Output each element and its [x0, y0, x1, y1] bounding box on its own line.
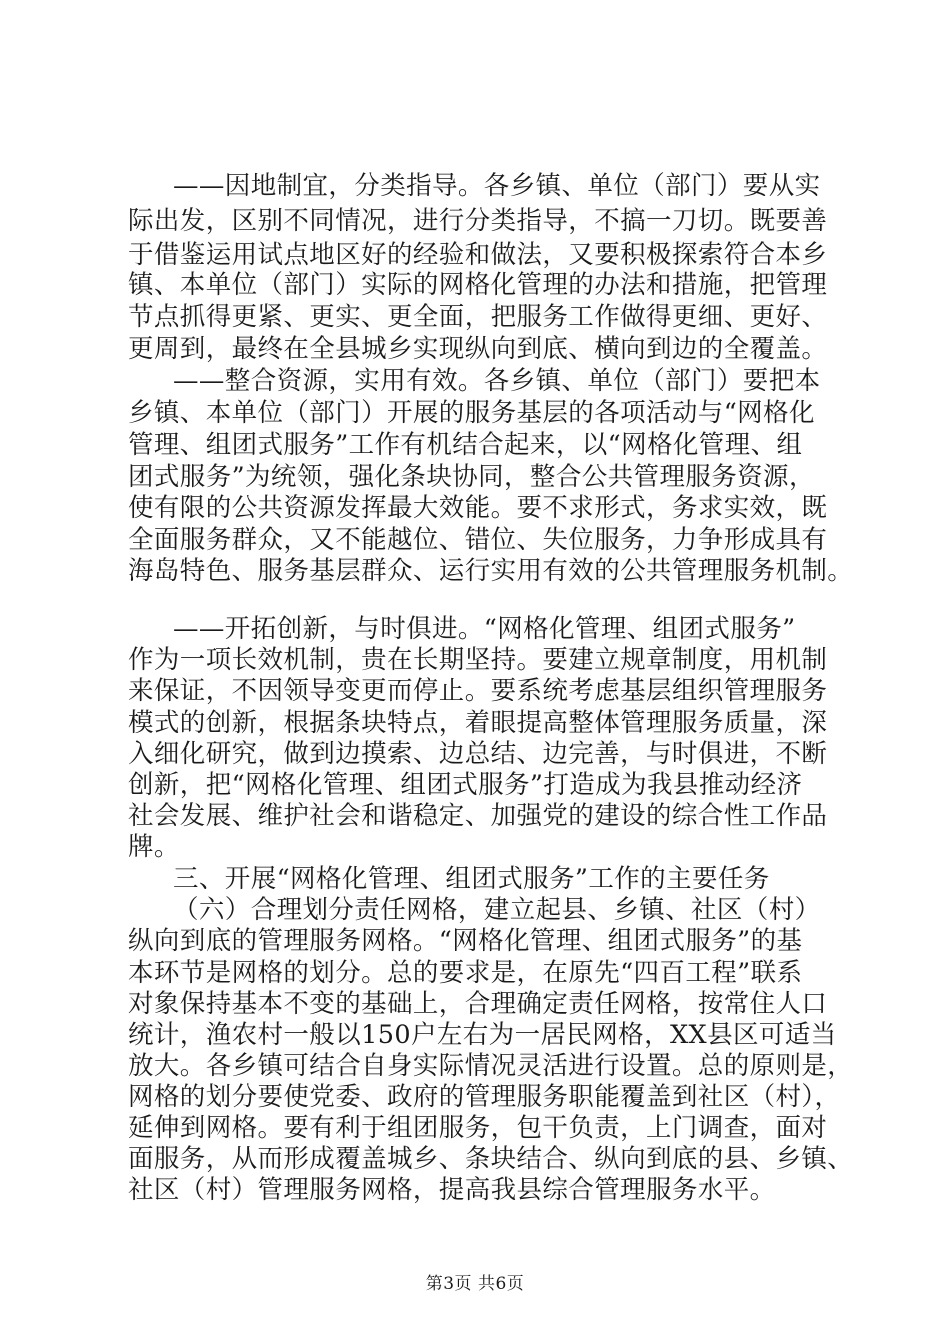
- paragraph-3-line-2: 作为一项长效机制，贵在长期坚持。要建立规章制度，用机制: [128, 645, 828, 675]
- paragraph-3-line-5: 入细化研究，做到边摸索、边总结、边完善，与时俱进，不断: [128, 739, 828, 769]
- paragraph-3-line-3: 来保证，不因领导变更而停止。要系统考虑基层组织管理服务: [128, 676, 828, 706]
- page-footer: 第3页 共6页: [425, 1274, 525, 1294]
- paragraph-4-line-10: 社区（村）管理服务网格，提高我县综合管理服务水平。: [128, 1175, 776, 1205]
- paragraph-1-line-1: ——因地制宜，分类指导。各乡镇、单位（部门）要从实: [173, 171, 821, 201]
- paragraph-2-line-2: 乡镇、本单位（部门）开展的服务基层的各项活动与“网格化: [128, 398, 815, 428]
- section-heading: 三、开展“网格化管理、组团式服务”工作的主要任务: [173, 864, 770, 894]
- paragraph-3-line-1: ——开拓创新，与时俱进。“网格化管理、组团式服务”: [173, 614, 796, 644]
- paragraph-3-line-4: 模式的创新，根据条块特点，着眼提高整体管理服务质量，深: [128, 708, 828, 738]
- paragraph-3-line-7: 社会发展、维护社会和谐稳定、加强党的建设的综合性工作品: [128, 801, 828, 831]
- paragraph-2-line-6: 全面服务群众，又不能越位、错位、失位服务，力争形成具有: [128, 525, 828, 555]
- paragraph-1-line-4: 镇、本单位（部门）实际的网格化管理的办法和措施，把管理: [128, 270, 828, 300]
- paragraph-4-line-8: 延伸到网格。要有利于组团服务，包干负责，上门调查，面对: [128, 1113, 828, 1143]
- paragraph-4-line-9: 面服务，从而形成覆盖城乡、条块结合、纵向到底的县、乡镇、: [128, 1144, 854, 1174]
- paragraph-3-line-8: 牌。: [128, 832, 180, 862]
- paragraph-2-line-1: ——整合资源，实用有效。各乡镇、单位（部门）要把本: [173, 366, 821, 396]
- paragraph-4-line-5: 统计，渔农村一般以150户左右为一居民网格，XX县区可适当: [128, 1020, 837, 1050]
- paragraph-4-line-2: 纵向到底的管理服务网格。“网格化管理、组团式服务”的基: [128, 926, 803, 956]
- paragraph-1-line-5: 节点抓得更紧、更实、更全面，把服务工作做得更细、更好、: [128, 302, 828, 332]
- paragraph-2-line-4: 团式服务”为统领，强化条块协同，整合公共管理服务资源，: [128, 462, 815, 492]
- paragraph-4-line-7: 网格的划分要使党委、政府的管理服务职能覆盖到社区（村），: [128, 1082, 841, 1112]
- paragraph-1-line-6: 更周到，最终在全县城乡实现纵向到底、横向到边的全覆盖。: [128, 334, 828, 364]
- paragraph-2-line-7: 海岛特色、服务基层群众、运行实用有效的公共管理服务机制。: [128, 556, 854, 586]
- paragraph-4-line-4: 对象保持基本不变的基础上，合理确定责任网格，按常住人口: [128, 989, 828, 1019]
- paragraph-4-line-6: 放大。各乡镇可结合自身实际情况灵活进行设置。总的原则是，: [128, 1051, 854, 1081]
- paragraph-3-line-6: 创新，把“网格化管理、组团式服务”打造成为我县推动经济: [128, 770, 803, 800]
- paragraph-4-line-1: （六）合理划分责任网格，建立起县、乡镇、社区（村）: [173, 895, 821, 925]
- paragraph-1-line-3: 于借鉴运用试点地区好的经验和做法，又要积极探索符合本乡: [128, 240, 828, 270]
- paragraph-2-line-5: 使有限的公共资源发挥最大效能。要不求形式，务求实效，既: [128, 493, 828, 523]
- paragraph-4-line-3: 本环节是网格的划分。总的要求是，在原先“四百工程”联系: [128, 958, 803, 988]
- paragraph-1-line-2: 际出发，区别不同情况，进行分类指导，不搞一刀切。既要善: [128, 206, 828, 236]
- paragraph-2-line-3: 管理、组团式服务”工作有机结合起来，以“网格化管理、组: [128, 430, 803, 460]
